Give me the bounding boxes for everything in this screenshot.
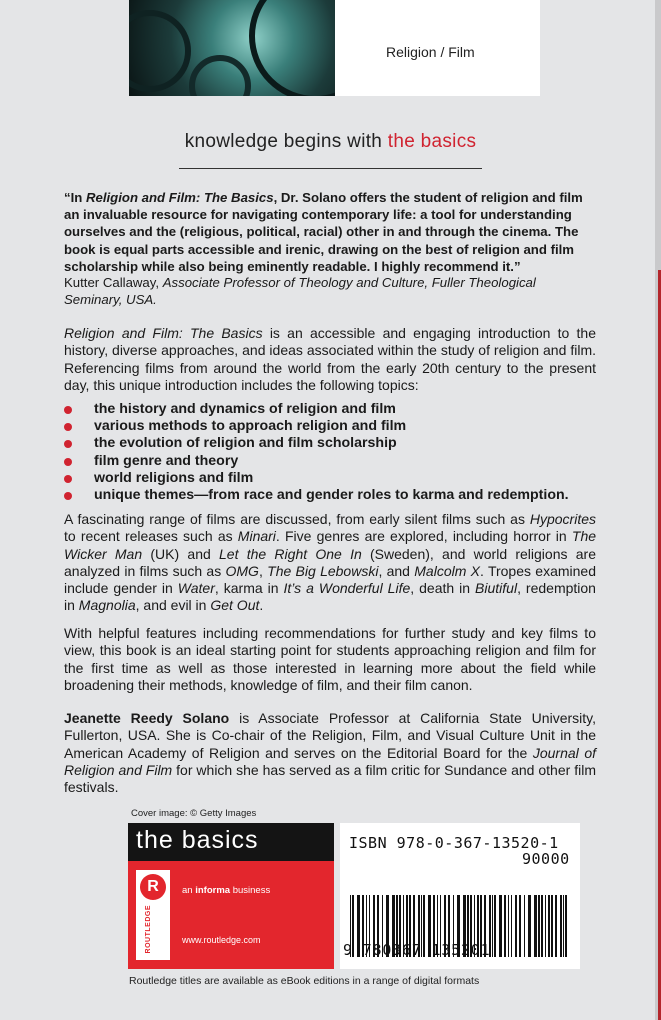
intro-text: is an accessible and engaging introduction to the history, diverse approaches, and ideas associated within the study of religion and film. Referencing films from around the world from the early 20th century to the present day, this unique introduction includes the following topics:	[64, 325, 597, 393]
intro-paragraph	[64, 325, 596, 394]
ebook-note: Routledge titles are available as eBook editions in a range of digital formats	[129, 975, 480, 987]
barcode-bar	[551, 895, 553, 957]
cover-film-image	[129, 0, 335, 96]
routledge-logo-icon: R	[140, 874, 166, 900]
list-item: unique themes—from race and gender roles to karma and redemption.	[64, 487, 604, 504]
list-item: film genre and theory	[64, 453, 604, 470]
quote-book-title: Religion and Film: The Basics	[85, 190, 274, 205]
list-item: world religions and film	[64, 470, 604, 487]
bullet-icon	[64, 475, 72, 483]
series-title: the basics	[136, 826, 259, 854]
bullet-icon	[64, 458, 72, 466]
tagline-divider	[179, 168, 482, 169]
barcode-bar	[548, 895, 550, 957]
list-item: various methods to approach religion and film	[64, 418, 604, 435]
quote-open: “In	[64, 190, 86, 205]
barcode-bar	[524, 895, 525, 957]
barcode-bar	[499, 895, 502, 957]
barcode-bar	[515, 895, 517, 957]
series-tagline	[0, 131, 661, 153]
barcode-bar	[538, 895, 540, 957]
barcode-bar	[508, 895, 509, 957]
barcode-bar	[565, 895, 567, 957]
endorsement-attribution	[64, 274, 596, 308]
category-label: Religion / Film	[386, 44, 475, 60]
cover-credit: Cover image: © Getty Images	[131, 808, 257, 819]
bullet-icon	[64, 492, 72, 500]
topics-list	[64, 401, 604, 504]
list-item: the history and dynamics of religion and film	[64, 401, 604, 418]
barcode-bar	[528, 895, 531, 957]
bullet-icon	[64, 440, 72, 448]
author-name: Jeanette Reedy Solano	[64, 710, 230, 726]
barcode-bar	[534, 895, 537, 957]
features-paragraph: With helpful features including recommendations for further study and key films to view, this book is an ideal starting point for students approaching religion and film for the first time as well as those interested in learning more about the field while broadening their methods, knowledge of film, and their film canon.	[64, 625, 596, 693]
films-paragraph: A fascinating range of films are discussed, from early silent films such as Hypocrites to recent releases such as Minari. Five genres are explored, including horror in The Wicker Man (UK) and Let the Right One In (Sweden), and world religions are analyzed in films such as OMG, The Big Lebowski, and Malcolm X. Tropes examined include gender in Water, karma in It’s a Wonderful Life, death in Biutiful, redemption in Magnolia, and evil in Get Out.	[64, 511, 597, 614]
barcode-bar	[541, 895, 543, 957]
quote-rest: , Dr. Solano offers the student of religion and film an invaluable resource for navigating contemporary life: a tool for understanding ourselves and the (religious, political, racial) other in and through the cinema. The book is equal parts accessible and irenic, drawing on the best of religion and film scholarship while also being eminently readable. I highly recommend it.”	[64, 190, 583, 274]
barcode-bar	[560, 895, 562, 957]
barcode-bar	[511, 895, 512, 957]
endorser-role: Associate Professor of Theology and Culture, Fuller Theological Seminary, USA.	[64, 275, 536, 308]
tagline-prefix: knowledge begins with	[184, 131, 388, 152]
isbn-label: ISBN 978-0-367-13520-1	[349, 834, 559, 852]
barcode-bar	[519, 895, 521, 957]
informa-tagline: an informa business	[182, 885, 271, 896]
bullet-icon	[64, 423, 72, 431]
ean-digits: 9 780367 135201	[343, 941, 491, 959]
endorsement-quote	[64, 189, 596, 275]
price-code: 90000	[522, 850, 570, 868]
bullet-icon	[64, 406, 72, 414]
barcode-bar	[504, 895, 506, 957]
routledge-logo-text: ROUTLEDGE	[145, 905, 152, 954]
barcode-bar	[494, 895, 496, 957]
author-bio: Jeanette Reedy Solano is Associate Professor at California State University, Fullerton, USA. She is Co-chair of the Religion, Film, and Visual Culture Unit in the American Academy of Religion and serves on the Editorial Board for the Journal of Religion and Film for which she has served as a film critic for Sundance and other film festivals.	[64, 710, 596, 796]
barcode-bar	[545, 895, 546, 957]
barcode-bar	[492, 895, 493, 957]
publisher-url: www.routledge.com	[182, 935, 261, 945]
endorser-name: Kutter Callaway,	[64, 275, 160, 290]
journal-title: Journal of Religion and Film	[64, 744, 596, 778]
barcode-bar	[555, 895, 557, 957]
barcode-bar	[563, 895, 564, 957]
list-item: the evolution of religion and film scholarship	[64, 435, 604, 452]
intro-book-title: Religion and Film: The Basics	[64, 325, 263, 341]
tagline-highlight: the basics	[387, 131, 477, 152]
